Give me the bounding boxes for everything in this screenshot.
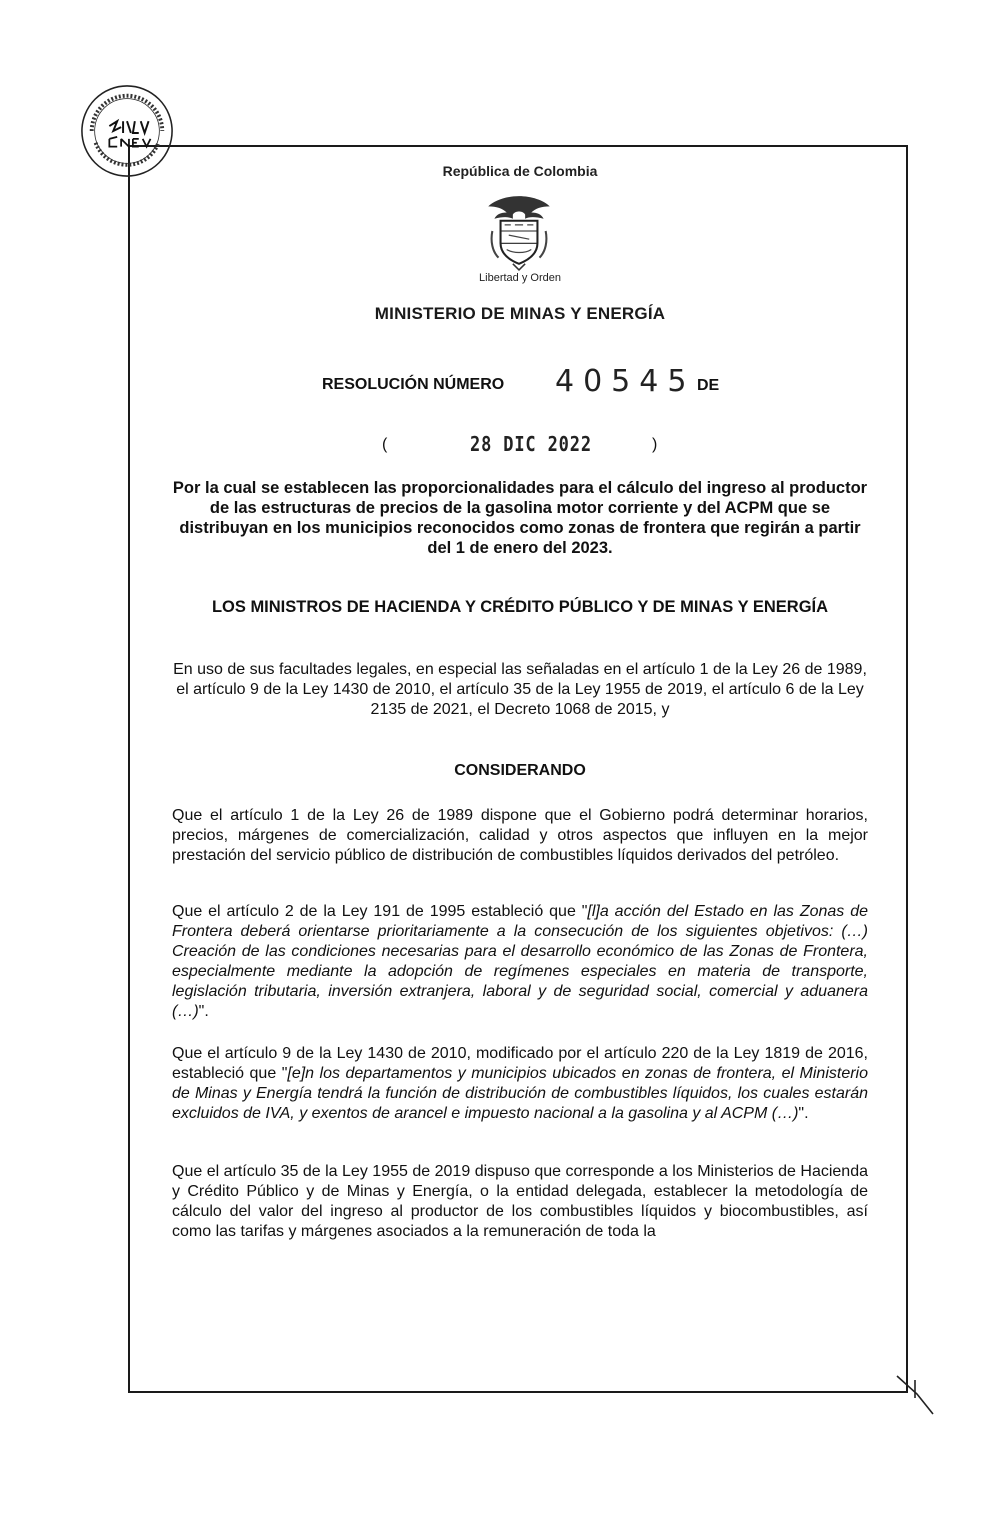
legal-powers-paragraph: En uso de sus facultades legales, en especial las señaladas en el artículo 1 de la Ley 26 de 1989, el artículo 9 de la Ley 1430 de 2010, el artículo 35 de la Ley 1955 de 2019, el artículo 6 de la Ley 2135 de 2021, el Decreto 1068 de 2015, y [173,661,867,718]
issuing-authority: LOS MINISTROS DE HACIENDA Y CRÉDITO PÚBLICO Y DE MINAS Y ENERGÍA [211,598,829,616]
nueva-energia-stamp [78,82,176,180]
coat-of-arms-icon [478,190,560,272]
considerando-paragraph-2 [172,902,868,1022]
resolution-number: 40545 [555,364,696,399]
considerando-paragraph-3 [172,1044,868,1124]
national-motto: Libertad y Orden [479,272,561,284]
paragraph-2-quote: [l]a acción del Estado en las Zonas de Frontera deberá orientarse prioritariamente a la consecución de los siguientes objetivos: (…) Creación de las condiciones necesarias para el desarrollo económico de las Zonas de Frontera, especialmente mediante la adopción de regímenes especiales en materia de transporte, legislación tributaria, inversión extranjera, laboral y de seguridad social, comercial y aduanera (…) [172,903,868,1020]
considerando-paragraph-1: Que el artículo 1 de la Ley 26 de 1989 dispone que el Gobierno podrá determinar horarios, precios, márgenes de comercialización, calidad y otros aspectos que influyen en la mejor prestación del servicio público de distribución de combustibles líquidos derivados del petróleo. [172,807,868,864]
date-paren-close: ) [652,436,658,453]
paragraph-3-end: ". [798,1105,809,1122]
resolution-title: Por la cual se establecen las proporcionalidades para el cálculo del ingreso al productor de las estructuras de precios de la gasolina motor corriente y del ACPM que se distribuyan en los municipios reconocidos como zonas de frontera que regirán a partir del 1 de enero del 2023. [172,479,868,557]
resolution-label: RESOLUCIÓN NÚMERO [322,376,505,393]
ministry-name: MINISTERIO DE MINAS Y ENERGÍA [374,304,666,323]
paragraph-2-intro: Que el artículo 2 de la Ley 191 de 1995 estableció que " [172,903,588,920]
considerando-paragraph-4: Que el artículo 35 de la Ley 1955 de 2019 dispuso que corresponde a los Ministerios de Hacienda y Crédito Público y de Minas y Energía, o la entidad delegada, establecer la metodología de cálculo del valor del ingreso al productor de los combustibles líquidos y biocombustibles, así como las tarifas y márgenes asociados a la remuneración de toda la [172,1163,868,1240]
resolution-de-label: DE [697,377,720,394]
paragraph-3-intro: Que el artículo 9 de la Ley 1430 de 2010, modificado por el artículo 220 de la Ley 1819 de 2016, estableció que " [172,1045,868,1082]
paragraph-2-end: ". [198,1003,209,1020]
country-name: República de Colombia [442,163,598,179]
page-continuation-mark [895,1372,935,1417]
resolution-date: 28 DIC 2022 [470,432,592,456]
date-paren-open: ( [382,436,388,453]
considerando-heading: CONSIDERANDO [454,762,586,779]
paragraph-3-quote: [e]n los departamentos y municipios ubicados en zonas de frontera, el Ministerio de Minas y Energía tendrá la función de distribución de combustibles líquidos, los cuales estarán excluidos de IVA, y exentos de arancel e impuesto nacional a la gasolina y al ACPM (…) [172,1065,868,1122]
